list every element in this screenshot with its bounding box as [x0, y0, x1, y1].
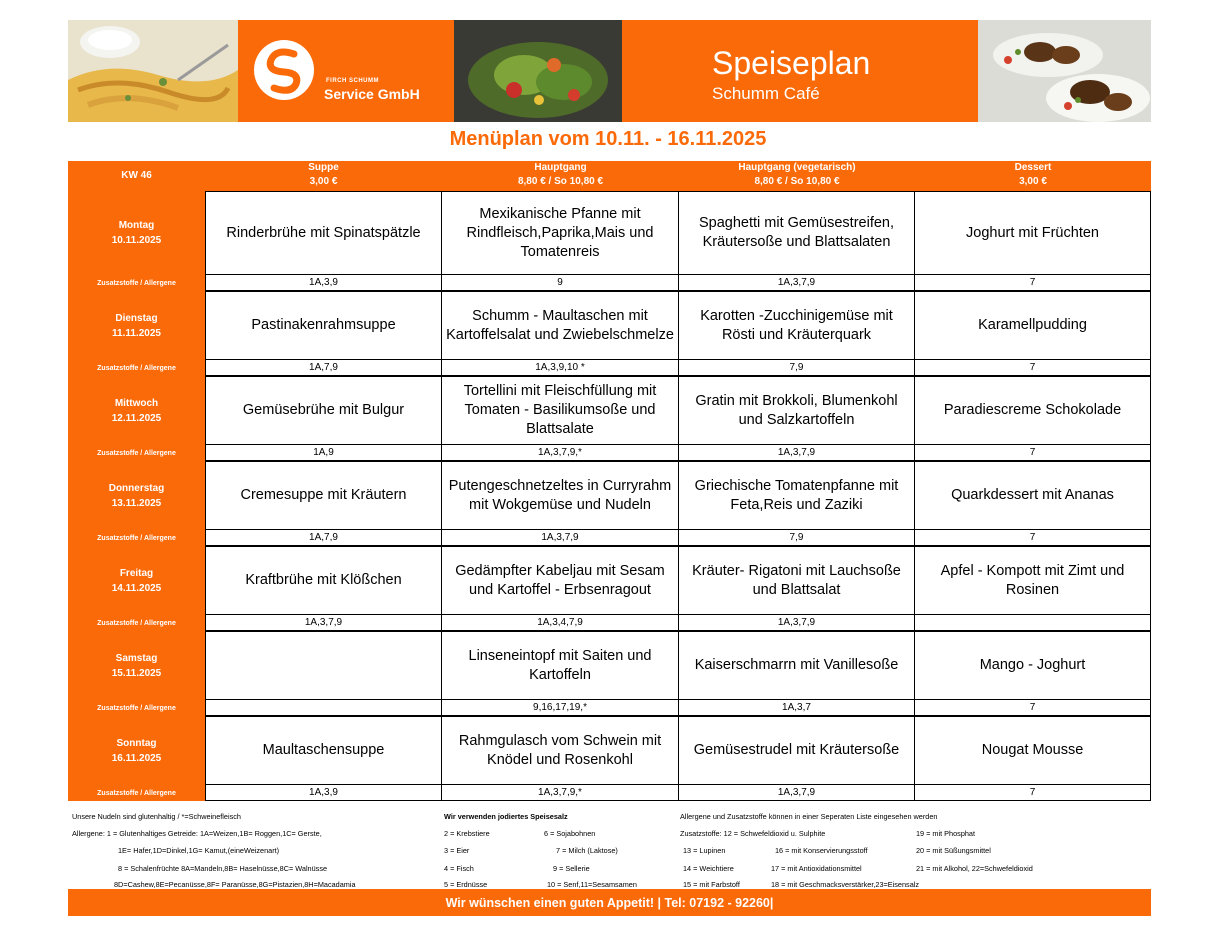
column-header-dessert	[915, 161, 1151, 191]
allergen-code-cell: 1A,3,9	[205, 784, 442, 801]
logo-company-name: Service GmbH	[324, 86, 420, 102]
day-name: Montag	[118, 220, 155, 231]
dish-cell: Rinderbrühe mit Spinatspätzle	[205, 191, 442, 275]
day-date: 15.11.2025	[111, 667, 162, 679]
day-date: 12.11.2025	[111, 412, 162, 424]
allergen-code-cell: 7	[914, 784, 1151, 801]
allergen-row-label: Zusatzstoffe / Allergene	[68, 530, 205, 546]
week-header	[68, 161, 205, 191]
day-date: 10.11.2025	[111, 235, 162, 246]
note-separate-list: Allergene und Zusatzstoffe können in einer Seperaten Liste eingesehen werden	[680, 812, 938, 821]
dish-cell	[205, 631, 442, 700]
day-label	[68, 376, 205, 445]
meat-photo	[978, 20, 1151, 122]
allergen-code-cell: 1A,3,7,9,*	[441, 784, 679, 801]
allergen-code-cell: 1A,3,4,7,9	[441, 614, 679, 631]
dish-cell: Karamellpudding	[914, 291, 1151, 360]
menu-period-title: Menüplan vom 10.11. - 16.11.2025	[449, 128, 767, 150]
footer-text: Wir wünschen einen guten Appetit! | Tel: 07192 - 92260|	[445, 895, 774, 910]
dish-cell: Maultaschensuppe	[205, 716, 442, 785]
dish-cell: Gedämpfter Kabeljau mit Sesam und Kartoffel - Erbsenragout	[441, 546, 679, 615]
dish-cell: Rahmgulasch vom Schwein mit Knödel und Rosenkohl	[441, 716, 679, 785]
note-z16: 16 = mit Konservierungsstoff	[775, 846, 868, 855]
day-date: 14.11.2025	[111, 582, 162, 594]
dish-cell: Mango - Joghurt	[914, 631, 1151, 700]
dish-cell: Tortellini mit Fleischfüllung mit Tomaten - Basilikumsoße und Blattsalate	[441, 376, 679, 445]
dish-cell: Kräuter- Rigatoni mit Lauchsoße und Blattsalat	[678, 546, 915, 615]
day-date: 11.11.2025	[112, 327, 161, 339]
column-price: 8,80 € / So 10,80 €	[754, 176, 840, 187]
note-z19: 19 = mit Phosphat	[916, 829, 976, 838]
footer-bar	[68, 889, 1151, 916]
note-allergens-1: Allergene: 1 = Glutenhaltiges Getreide: 1A=Weizen,1B= Roggen,1C= Gerste,	[72, 829, 322, 838]
dish-cell: Cremesuppe mit Kräutern	[205, 461, 442, 530]
allergen-code-cell: 1A,3,7,9,*	[441, 444, 679, 461]
day-label	[68, 191, 205, 275]
day-label	[68, 631, 205, 700]
note-a4: 4 = Fisch	[444, 864, 474, 873]
note-z15: 15 = mit Farbstoff	[683, 880, 740, 889]
dish-cell: Quarkdessert mit Ananas	[914, 461, 1151, 530]
allergen-code-cell	[205, 699, 442, 716]
food-photo-left	[68, 20, 238, 122]
allergen-code-cell: 1A,3,7,9	[678, 444, 915, 461]
dish-cell: Karotten -Zucchinigemüse mit Rösti und Kräuterquark	[678, 291, 915, 360]
salad-photo	[454, 20, 622, 122]
note-noodles: Unsere Nudeln sind glutenhaltig / *=Schweinefleisch	[72, 812, 241, 821]
column-header-main	[442, 161, 679, 191]
day-name: Dienstag	[115, 312, 158, 324]
day-label	[68, 716, 205, 785]
dish-cell: Spaghetti mit Gemüsestreifen, Kräutersoße und Blattsalaten	[678, 191, 915, 275]
allergen-row-label: Zusatzstoffe / Allergene	[68, 615, 205, 631]
dish-cell: Joghurt mit Früchten	[914, 191, 1151, 275]
allergen-code-cell: 1A,9	[205, 444, 442, 461]
note-z20: 20 = mit Süßungsmittel	[916, 846, 991, 855]
note-a3: 3 = Eier	[444, 846, 470, 855]
allergen-row-label: Zusatzstoffe / Allergene	[68, 360, 205, 376]
note-z18: 18 = mit Geschmacksverstärker,23=Eisensalz	[771, 880, 920, 889]
note-a5: 5 = Erdnüsse	[444, 880, 488, 889]
note-salt: Wir verwenden jodiertes Speisesalz	[444, 812, 568, 821]
dish-cell: Kraftbrühe mit Klößchen	[205, 546, 442, 615]
allergen-code-cell: 1A,3,7	[678, 699, 915, 716]
note-a6: 6 = Sojabohnen	[544, 829, 596, 838]
allergen-code-cell: 1A,3,7,9	[678, 784, 915, 801]
allergen-code-cell: 1A,7,9	[205, 359, 442, 376]
day-name: Samstag	[115, 652, 158, 664]
note-allergens-8: 8 = Schalenfrüchte 8A=Mandeln,8B= Haselnüsse,8C= Walnüsse	[118, 864, 328, 873]
note-a10: 10 = Senf,11=Sesamsamen	[547, 880, 637, 889]
column-price: 3,00 €	[309, 176, 338, 187]
dish-cell: Gemüsebrühe mit Bulgur	[205, 376, 442, 445]
dish-cell: Pastinakenrahmsuppe	[205, 291, 442, 360]
dish-cell: Gemüsestrudel mit Kräutersoße	[678, 716, 915, 785]
allergen-row-label: Zusatzstoffe / Allergene	[68, 275, 205, 291]
note-allergens-1b: 1E= Hafer,1D=Dinkel,1G= Kamut,(eineWeizenart)	[118, 846, 280, 855]
allergen-code-cell: 7	[914, 444, 1151, 461]
day-label	[68, 461, 205, 530]
allergen-code-cell: 1A,3,9,10 *	[441, 359, 679, 376]
note-z12: Zusatzstoffe: 12 = Schwefeldioxid u. Sulphite	[680, 829, 826, 838]
column-header-soup	[205, 161, 442, 191]
logo-small-text: FIRCH SCHUMM	[326, 78, 379, 84]
note-a7: 7 = Milch (Laktose)	[556, 846, 618, 855]
dish-cell: Nougat Mousse	[914, 716, 1151, 785]
column-header-vegetarian	[679, 161, 915, 191]
dish-cell: Apfel - Kompott mit Zimt und Rosinen	[914, 546, 1151, 615]
allergen-code-cell: 7,9	[678, 359, 915, 376]
dish-cell: Schumm - Maultaschen mit Kartoffelsalat und Zwiebelschmelze	[441, 291, 679, 360]
day-label	[68, 291, 205, 360]
note-z21: 21 = mit Alkohol, 22=Schwefeldioxid	[916, 864, 1033, 873]
allergen-code-cell: 7	[914, 359, 1151, 376]
allergen-row-label: Zusatzstoffe / Allergene	[68, 445, 205, 461]
allergen-row-label: Zusatzstoffe / Allergene	[68, 785, 205, 801]
note-allergens-8b: 8D=Cashew,8E=Pecanüsse,8F= Paranüsse,8G=Pistazien,8H=Macadamia	[114, 880, 356, 889]
allergen-code-cell: 1A,3,7,9	[205, 614, 442, 631]
allergen-code-cell: 1A,7,9	[205, 529, 442, 546]
allergen-code-cell: 1A,3,7,9	[678, 614, 915, 631]
column-price: 8,80 € / So 10,80 €	[517, 176, 604, 187]
day-date: 13.11.2025	[111, 497, 162, 509]
day-name: Freitag	[119, 567, 154, 579]
page-title: Speiseplan	[712, 45, 871, 81]
dish-cell: Kaiserschmarrn mit Vanillesoße	[678, 631, 915, 700]
allergen-code-cell: 1A,3,7,9	[678, 274, 915, 291]
allergen-code-cell: 7	[914, 529, 1151, 546]
logo-icon	[254, 40, 314, 100]
allergen-code-cell: 7,9	[678, 529, 915, 546]
note-z13: 13 = Lupinen	[683, 846, 726, 855]
dish-cell: Paradiescreme Schokolade	[914, 376, 1151, 445]
column-price: 3,00 €	[1019, 176, 1047, 187]
allergen-code-cell: 9,16,17,19,*	[441, 699, 679, 716]
day-name: Donnerstag	[108, 482, 165, 494]
dish-cell: Griechische Tomatenpfanne mit Feta,Reis und Zaziki	[678, 461, 915, 530]
note-z14: 14 = Weichtiere	[683, 864, 734, 873]
allergen-code-cell: 9	[441, 274, 679, 291]
allergen-code-cell: 7	[914, 274, 1151, 291]
column-name: Suppe	[308, 162, 339, 173]
allergen-code-cell: 7	[914, 699, 1151, 716]
week-label: KW 46	[121, 170, 152, 181]
column-name: Dessert	[1014, 162, 1052, 173]
note-a2: 2 = Krebstiere	[444, 829, 490, 838]
dish-cell: Putengeschnetzeltes in Curryrahm mit Wokgemüse und Nudeln	[441, 461, 679, 530]
day-name: Mittwoch	[114, 397, 159, 409]
column-name: Hauptgang	[534, 162, 587, 173]
cafe-name: Schumm Café	[712, 84, 820, 103]
dish-cell: Gratin mit Brokkoli, Blumenkohl und Salzkartoffeln	[678, 376, 915, 445]
dish-cell: Linseneintopf mit Saiten und Kartoffeln	[441, 631, 679, 700]
day-label	[68, 546, 205, 615]
allergen-row-label: Zusatzstoffe / Allergene	[68, 700, 205, 716]
allergen-code-cell: 1A,3,9	[205, 274, 442, 291]
allergen-code-cell: 1A,3,7,9	[441, 529, 679, 546]
column-name: Hauptgang (vegetarisch)	[738, 162, 856, 173]
note-a9: 9 = Sellerie	[553, 864, 590, 873]
day-name: Sonntag	[116, 737, 157, 749]
day-date: 16.11.2025	[111, 752, 162, 764]
note-z17: 17 = mit Antioxidationsmittel	[771, 864, 862, 873]
allergen-code-cell	[914, 614, 1151, 631]
dish-cell: Mexikanische Pfanne mit Rindfleisch,Paprika,Mais und Tomatenreis	[441, 191, 679, 275]
